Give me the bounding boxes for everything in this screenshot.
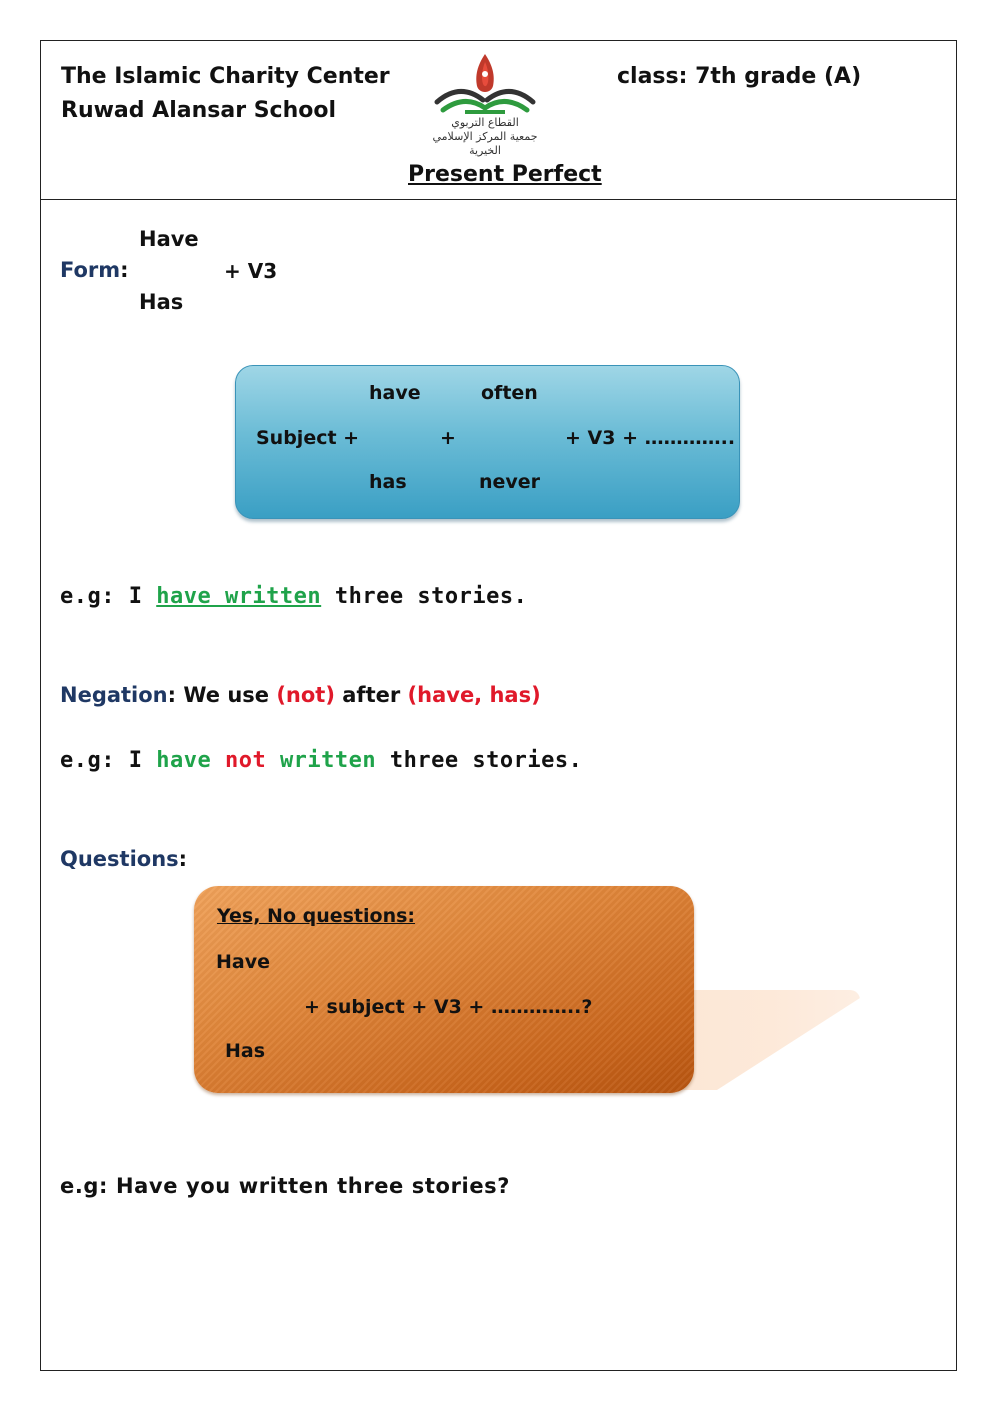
questions-colon: : [178,847,188,871]
formula-plus: + [440,427,456,449]
negation-have-has: (have, has) [407,683,541,707]
question-box-heading: Yes, No questions: [217,905,416,927]
form-has: Has [139,290,184,314]
formula-subject: Subject + [256,427,360,449]
formula-have: have [369,382,421,404]
formula-often: often [481,382,538,404]
example-negative [60,748,582,773]
negation-not: (not) [276,683,335,707]
org-name: The Islamic Charity Center [61,64,390,89]
form-label-row [60,258,129,282]
negation-label: Negation [60,683,168,707]
logo-arabic-text: القطاع التربوي جمعية المركز الإسلامي الخيرية [432,116,538,157]
formula-never: never [479,471,541,493]
header-divider [40,199,957,200]
example-question: e.g: Have you written three stories? [60,1174,511,1198]
form-have: Have [139,227,199,251]
form-colon: : [120,258,129,282]
class-label: class: 7th grade (A) [617,64,862,89]
question-has: Has [225,1040,266,1062]
question-formula: + subject + V3 + …………..? [304,996,593,1018]
school-logo [425,52,545,157]
negation-rule [60,683,541,707]
question-box [194,886,694,1093]
example-affirmative-prefix: e.g: I [60,584,157,609]
example-negative-not: not [211,748,280,773]
formula-has: has [369,471,407,493]
page-title: Present Perfect [408,162,602,187]
negation-text-1: : We use [167,683,277,707]
example-affirmative-suffix: three stories. [321,584,528,609]
form-v3: + V3 [224,259,278,283]
questions-heading [60,847,187,871]
example-affirmative-verb: have written [156,584,322,609]
example-negative-prefix: e.g: I [60,748,157,773]
form-label: Form [60,258,121,282]
questions-label: Questions [60,847,179,871]
school-name: Ruwad Alansar School [61,98,337,123]
question-have: Have [216,951,270,973]
negation-text-2: after [334,683,408,707]
formula-box [235,365,740,519]
example-affirmative [60,584,527,609]
formula-tail: + V3 + ………….. [565,427,736,449]
example-negative-have: have [156,748,212,773]
example-negative-suffix: three stories. [376,748,583,773]
example-negative-written: written [279,748,377,773]
